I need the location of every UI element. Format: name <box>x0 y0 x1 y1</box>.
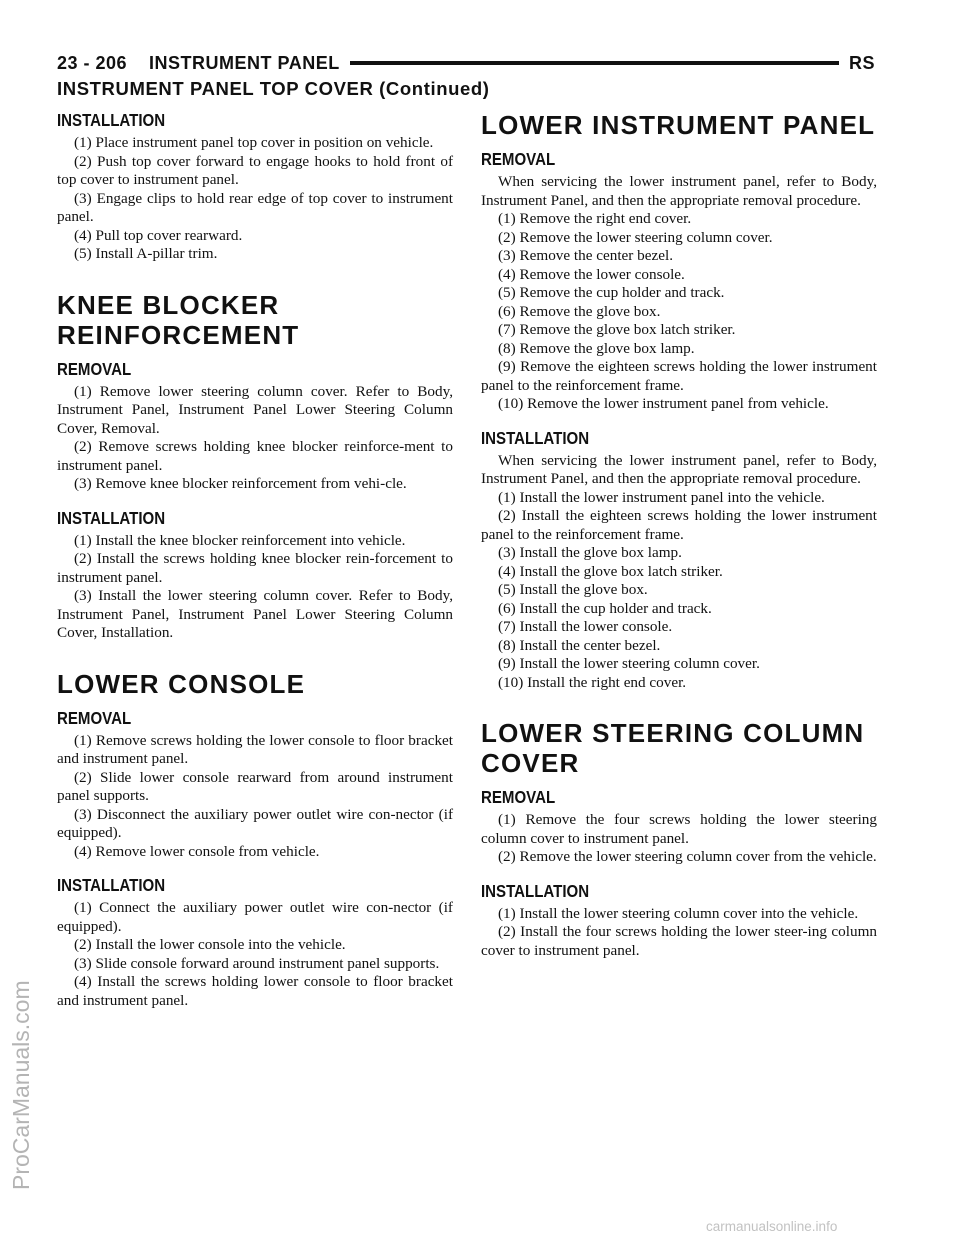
step: (4) Remove the lower console. <box>498 265 685 283</box>
step: (7) Remove the glove box latch striker. <box>498 321 736 338</box>
step: (2) Remove the lower steering column cover from the vehicle. <box>498 848 877 865</box>
step: (9) Remove the eighteen screws holding the lower instrument panel to the reinforcement frame. <box>481 358 877 394</box>
step: (8) Remove the glove box lamp. <box>498 339 695 357</box>
section-heading-removal: REMOVAL <box>481 149 556 169</box>
section-heading-installation: INSTALLATION <box>57 507 166 528</box>
step: (5) Install the glove box. <box>498 581 648 598</box>
watermark-carmanualsonline: carmanualsonline.info <box>706 1219 838 1234</box>
watermark-procarmanuals: ProCarManuals.com <box>8 980 34 1190</box>
section-heading-installation: INSTALLATION <box>57 110 166 130</box>
step: (3) Install the glove box lamp. <box>498 544 682 561</box>
step: (1) Place instrument panel top cover in position on vehicle. <box>74 134 434 151</box>
step: (5) Install A-pillar trim. <box>74 245 218 262</box>
step: (2) Install the eighteen screws holding the lower instrument panel to the reinforcement frame. <box>481 507 877 543</box>
continued-heading: INSTRUMENT PANEL TOP COVER (Continued) <box>57 78 490 99</box>
step: (4) Remove lower console from vehicle. <box>74 842 320 860</box>
step: (4) Install the screws holding lower console to floor bracket and instrument panel. <box>57 973 453 1009</box>
section-heading-removal: REMOVAL <box>57 358 132 379</box>
step: (8) Install the center bezel. <box>498 636 661 654</box>
left-column <box>57 110 453 1010</box>
step: (6) Install the cup holder and track. <box>498 599 712 617</box>
step: (1) Install the lower instrument panel into the vehicle. <box>498 488 825 506</box>
step: (3) Remove knee blocker reinforcement from vehi-cle. <box>74 475 407 492</box>
step: (3) Slide console forward around instrument panel supports. <box>74 954 440 972</box>
section-heading-installation: INSTALLATION <box>57 875 166 895</box>
step: (2) Install the screws holding knee blocker rein-forcement to instrument panel. <box>57 550 453 586</box>
step: (1) Remove screws holding the lower console to floor bracket and instrument panel. <box>57 731 453 767</box>
step: (2) Install the lower console into the vehicle. <box>74 936 346 953</box>
step: (1) Install the knee blocker reinforcement into vehicle. <box>74 531 406 549</box>
step: (10) Remove the lower instrument panel from vehicle. <box>498 395 829 412</box>
step: (10) Install the right end cover. <box>498 673 687 691</box>
step: (7) Install the lower console. <box>498 618 673 635</box>
header-page-number-title: 23 - 206 INSTRUMENT PANEL <box>57 52 340 73</box>
header-model-code: RS <box>848 52 875 73</box>
topic-title-lower-instrument-panel: LOWER INSTRUMENT PANEL <box>481 110 876 140</box>
step: (3) Install the lower steering column cover. Refer to Body, Instrument Panel, Instrument Panel Lower Steering Column Cover, Installation. <box>57 587 453 641</box>
step: (1) Remove lower steering column cover. Refer to Body, Instrument Panel, Instrument Panel Lower Steering Column Cover, Removal. <box>57 382 453 437</box>
step: (1) Install the lower steering column cover into the vehicle. <box>498 904 859 922</box>
step: (3) Remove the center bezel. <box>498 247 673 264</box>
step: (2) Install the four screws holding the lower steer-ing column cover to instrument panel. <box>481 923 877 959</box>
step: (4) Pull top cover rearward. <box>74 226 243 244</box>
step: (2) Slide lower console rearward from around instrument panel supports. <box>57 768 453 804</box>
step: (3) Engage clips to hold rear edge of top cover to instrument panel. <box>57 189 453 225</box>
header-rule <box>350 61 839 65</box>
step: (1) Remove the four screws holding the lower steering column cover to instrument panel. <box>481 811 877 847</box>
step: (3) Disconnect the auxiliary power outlet wire con-nector (if equipped). <box>57 805 453 841</box>
section-heading-installation: INSTALLATION <box>481 880 590 901</box>
step: (4) Install the glove box latch striker. <box>498 562 723 580</box>
step: (1) Remove the right end cover. <box>498 210 692 227</box>
step: (2) Remove the lower steering column cover. <box>498 228 773 246</box>
section-heading-installation: INSTALLATION <box>481 427 590 448</box>
step: (9) Install the lower steering column cover. <box>498 655 760 672</box>
step: (5) Remove the cup holder and track. <box>498 284 725 301</box>
section-heading-removal: REMOVAL <box>57 707 132 728</box>
step: (2) Push top cover forward to engage hooks to hold front of top cover to instrument panel. <box>57 152 453 188</box>
section-heading-removal: REMOVAL <box>481 787 556 807</box>
topic-title-knee-blocker: KNEE BLOCKER REINFORCEMENT <box>57 289 300 350</box>
page-header <box>57 50 875 76</box>
right-column <box>481 110 877 960</box>
step: (2) Remove screws holding knee blocker reinforce-ment to instrument panel. <box>57 438 453 474</box>
topic-title-lower-console: LOWER CONSOLE <box>57 668 306 699</box>
topic-title-lower-steering-column-cover: LOWER STEERING COLUMN COVER <box>481 718 865 778</box>
step: (1) Connect the auxiliary power outlet wire con-nector (if equipped). <box>57 899 453 935</box>
intro-paragraph: When servicing the lower instrument panel, refer to Body, Instrument Panel, and then the appropriate removal procedure. <box>481 451 877 487</box>
step: (6) Remove the glove box. <box>498 302 661 320</box>
intro-paragraph: When servicing the lower instrument panel, refer to Body, Instrument Panel, and then the appropriate removal procedure. <box>481 173 877 209</box>
